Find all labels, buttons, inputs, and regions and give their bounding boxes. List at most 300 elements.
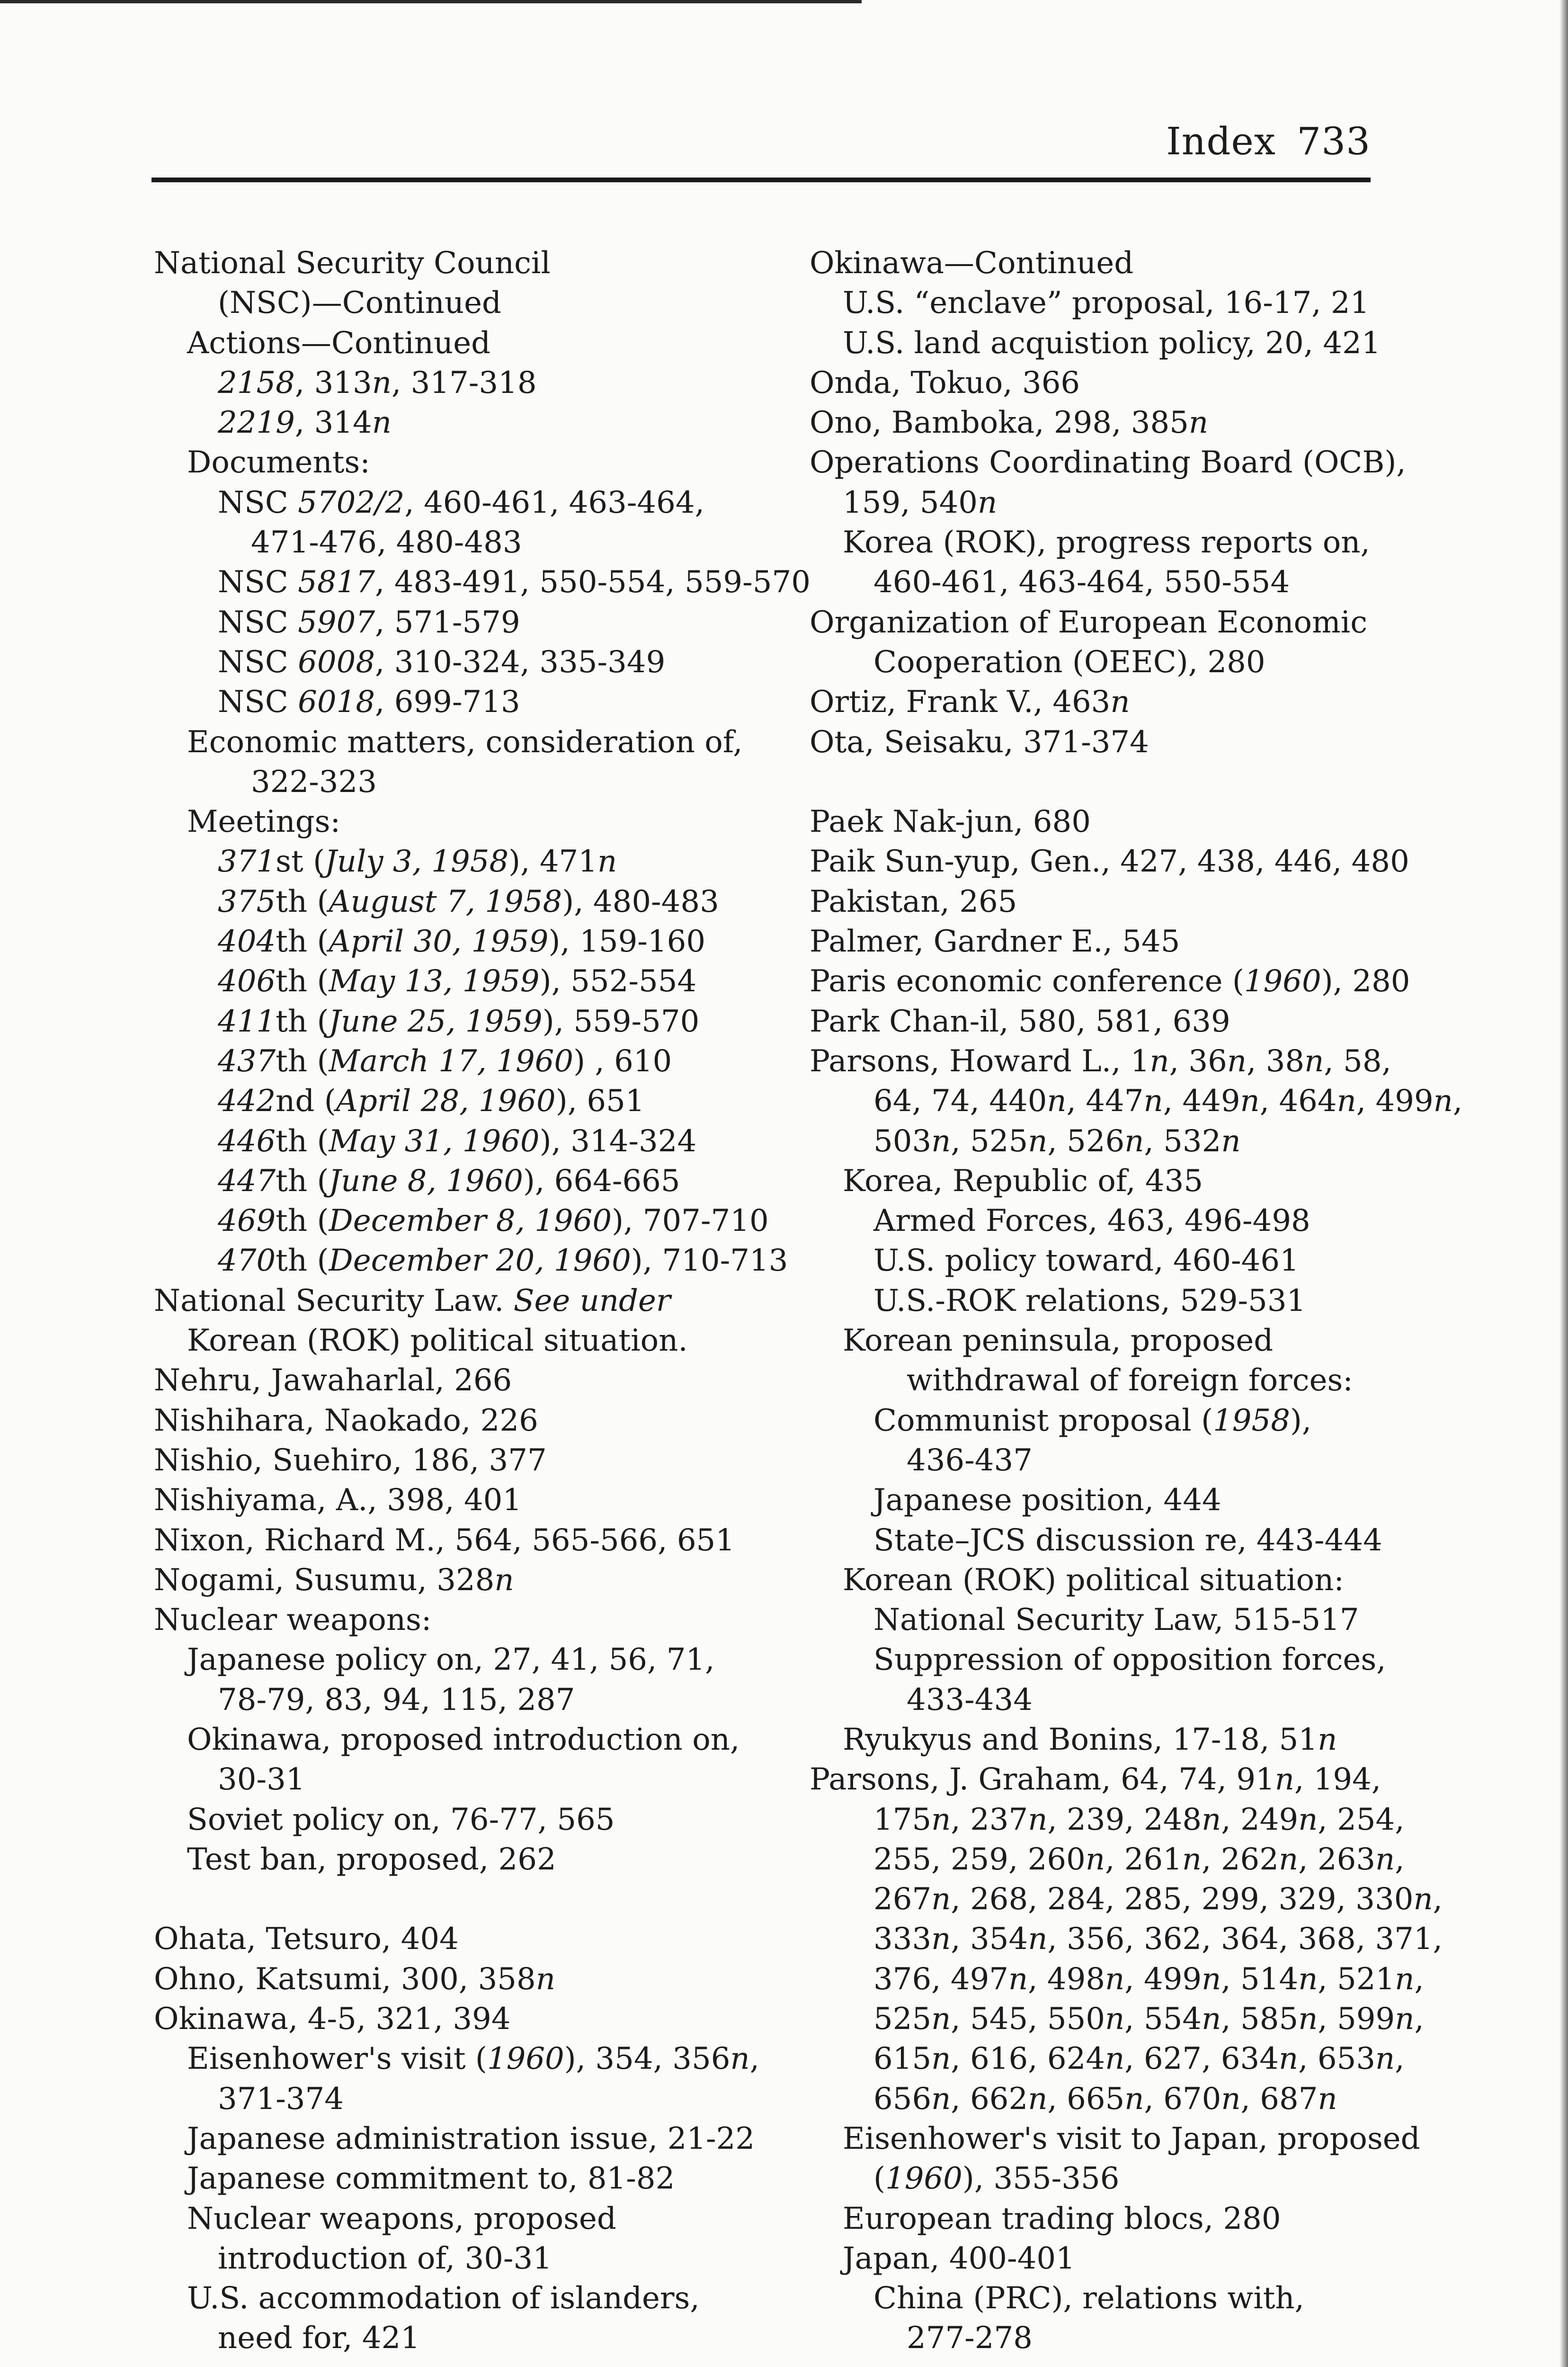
entry-text: 277-278 [907,2321,1033,2356]
entry-text: , 194, [1294,1762,1381,1797]
italic-text: n [1221,1123,1241,1159]
italic-text: n [1278,2041,1299,2077]
index-entry [810,403,1420,443]
index-subentry [154,2079,779,2119]
entry-text: , 356, 362, 364, 368, 371, [1047,1922,1443,1957]
entry-text: Ohata, Tetsuro, 404 [154,1922,459,1957]
entry-text: , 653 [1298,2041,1376,2077]
entry-text: Nuclear weapons: [154,1602,432,1638]
index-entry [810,882,1420,922]
index-subentry [154,2119,779,2159]
index-subentry [810,1680,1420,1720]
index-subentry [810,1081,1463,1121]
entry-text: , 310-324, 335-349 [375,644,666,680]
entry-text: ), 651 [555,1084,645,1119]
italic-text: 446 [218,1123,276,1159]
index-subentry [154,403,779,443]
entry-text: Ota, Seisaku, 371-374 [810,724,1149,760]
entry-text: , 460-461, 463-464, [404,485,704,520]
entry-text: National Security Law. [154,1283,514,1318]
index-subentry [810,1959,1424,1999]
entry-text: Organization of European Economic [810,605,1368,640]
italic-text: 375 [218,884,276,919]
index-entry [810,1041,1420,1081]
italic-text: 1960 [1244,964,1321,999]
index-subentry [810,483,1420,523]
index-entry [810,243,1420,283]
index-entry [810,682,1420,722]
entry-text: th ( [276,1043,329,1079]
entry-text: , 261 [1105,1842,1182,1877]
italic-text: n [931,2002,951,2037]
index-subentry [154,722,779,762]
entry-text: Actions—Continued [187,325,491,361]
entry-text: Paik Sun-yup, Gen., 427, 438, 446, 480 [810,844,1409,880]
index-subentry [810,2079,1420,2119]
index-subentry [810,1201,1420,1241]
entry-text: , 599 [1318,2002,1395,2037]
index-subentry [810,1999,1424,2039]
italic-text: n [1433,1084,1453,1119]
italic-text: n [1143,1084,1163,1119]
index-subentry [810,1480,1420,1520]
entry-text: Korean peninsula, proposed [843,1323,1274,1359]
italic-text: n [1375,2041,1395,2077]
entry-text: ), 280 [1321,964,1410,999]
index-entry [810,443,1420,482]
index-subentry [154,1720,779,1760]
italic-text: 1960 [487,2041,564,2077]
index-subentry [154,2278,779,2318]
italic-text: n [1028,2081,1048,2117]
italic-text: n [1182,1842,1202,1877]
italic-text: 1960 [885,2161,962,2197]
entry-text: ), 471 [508,844,597,880]
entry-text: , 532 [1144,1123,1221,1159]
entry-text: ), 664-665 [523,1163,680,1199]
index-entry [810,922,1420,961]
entry-text: Ono, Bamboka, 298, 385 [810,405,1189,441]
entry-text: 255, 259, 260 [873,1842,1086,1877]
italic-text: May 31, 1960 [329,1123,540,1159]
entry-text: , 268, 284, 285, 299, 329, 330 [951,1882,1414,1917]
italic-text: June 25, 1959 [329,1004,543,1039]
italic-text: n [1336,1084,1356,1119]
entry-text: 30-31 [218,1762,305,1797]
index-entry [154,1919,779,1959]
entry-text: Operations Coordinating Board (OCB), [810,445,1406,481]
index-entry [154,1600,779,1640]
entry-text: Nuclear weapons, proposed [187,2201,616,2236]
entry-text: , 571-579 [375,605,520,640]
italic-text: n [1028,1802,1048,1837]
entry-text: th ( [276,1203,329,1239]
index-subentry [154,443,779,482]
index-subentry [154,802,779,842]
italic-text: n [1274,1762,1294,1797]
italic-text: n [931,2041,951,2077]
entry-text: U.S. land acquistion policy, 20, 421 [843,325,1381,361]
index-subentry [810,1600,1420,1640]
italic-text: April 28, 1960 [336,1084,556,1119]
entry-text: ), 355-356 [962,2161,1120,2197]
entry-text: , 670 [1144,2081,1221,2117]
entry-text: Parsons, J. Graham, 64, 74, 91 [810,1762,1275,1797]
entry-text: U.S. “enclave” proposal, 16-17, 21 [843,285,1370,321]
italic-text: 5817 [298,565,375,600]
italic-text: 404 [218,924,276,960]
index-entry [810,842,1420,881]
italic-text: n [1028,1922,1048,1957]
italic-text: n [1227,1043,1247,1079]
index-entry [154,1441,779,1480]
italic-text: n [1105,1961,1125,1997]
entry-text: National Security Law, 515-517 [873,1602,1359,1638]
entry-text: ), 314-324 [539,1123,697,1159]
entry-text: Korea (ROK), progress reports on, [843,525,1370,561]
entry-text: , 514 [1221,1961,1299,1997]
index-entry [810,363,1420,403]
italic-text: July 3, 1958 [325,844,509,880]
entry-text: Nishio, Suehiro, 186, 377 [154,1442,547,1478]
entry-text: , 354 [951,1922,1028,1957]
entry-text: , 699-713 [375,685,520,720]
italic-text: n [931,1123,951,1159]
index-subentry [154,2199,779,2239]
index-subentry [154,483,779,523]
entry-text: China (PRC), relations with, [873,2281,1304,2316]
entry-text: , 483-491, 550-554, 559-570 [375,565,811,600]
entry-text: 159, 540 [843,485,978,520]
italic-text: 470 [218,1243,276,1279]
entry-text: 64, 74, 440 [873,1084,1047,1119]
index-subentry [810,1241,1420,1281]
entry-text: Japanese administration issue, 21-22 [187,2121,755,2156]
entry-text: State–JCS discussion re, 443-444 [873,1522,1382,1558]
entry-text: , 449 [1163,1084,1240,1119]
index-subentry [810,323,1420,363]
entry-text: , 313 [294,365,372,400]
italic-text: 5702/2 [298,485,405,520]
entry-text: , 665 [1047,2081,1125,2117]
entry-text: th ( [276,1163,329,1199]
index-subentry [154,1161,779,1201]
scan-right-edge [1559,0,1568,2367]
index-subentry [154,1201,779,1241]
index-subentry [810,1361,1420,1400]
italic-text: 447 [218,1163,276,1199]
index-subentry [154,1002,779,1041]
entry-text: ), 354, 356 [564,2041,731,2077]
entry-text: Communist proposal ( [873,1403,1213,1438]
entry-text: ) , 610 [573,1043,672,1079]
entry-text: need for, 421 [218,2321,420,2356]
italic-text: n [931,1922,951,1957]
entry-text: th ( [276,1243,329,1279]
index-subentry [154,363,779,403]
italic-text: n [1375,1842,1395,1877]
italic-text: n [1318,1722,1337,1757]
entry-text: Okinawa, proposed introduction on, [187,1722,740,1757]
italic-text: 442 [218,1084,276,1119]
entry-text: Okinawa—Continued [810,246,1134,281]
index-subentry [154,682,779,722]
italic-text: n [597,844,617,880]
italic-text: 1958 [1213,1403,1290,1438]
entry-text: 525 [873,2002,932,2037]
entry-text: 371-374 [218,2081,344,2117]
index-subentry [810,1800,1420,1840]
italic-text: 6008 [298,644,375,680]
entry-text: introduction of, 30-31 [218,2241,552,2276]
index-subentry [810,1121,1420,1161]
italic-text: See under [513,1283,671,1318]
index-subentry [154,882,779,922]
italic-text: March 17, 1960 [329,1043,574,1079]
entry-text: 333 [873,1922,932,1957]
entry-text: (NSC)—Continued [218,285,501,321]
entry-text: Test ban, proposed, 262 [187,1842,556,1877]
entry-text: Japanese commitment to, 81-82 [187,2161,675,2197]
italic-text: 5907 [298,605,375,640]
index-subentry [810,1879,1443,1919]
entry-text: ), [1290,1403,1312,1438]
section-gap [810,762,1420,802]
entry-text: Ortiz, Frank V., 463 [810,685,1111,720]
index-subentry [810,1521,1420,1560]
entry-text: Ryukyus and Bonins, 17-18, 51 [843,1722,1318,1757]
index-subentry [810,1720,1420,1760]
entry-text: withdrawal of foreign forces: [907,1363,1353,1398]
index-subentry [810,1401,1420,1441]
index-subentry [810,2239,1420,2278]
index-subentry [154,1840,779,1879]
entry-text: Japan, 400-401 [843,2241,1075,2276]
index-column-right [810,243,1463,2358]
scan-top-edge [0,0,862,3]
entry-text: Palmer, Gardner E., 545 [810,924,1180,960]
entry-text: , 526 [1047,1123,1125,1159]
entry-text: , 249 [1221,1802,1299,1837]
index-column-left [154,243,811,2358]
entry-text: , [1395,2041,1405,2077]
index-entry [154,1521,779,1560]
entry-text: nd ( [276,1084,336,1119]
italic-text: n [978,485,998,520]
entry-text: Meetings: [187,804,341,840]
index-entry [154,1959,779,1999]
entry-text: , 263 [1298,1842,1376,1877]
entry-text: NSC [218,685,298,720]
index-subentry [810,1281,1420,1321]
entry-text: NSC [218,605,298,640]
entry-text: , 38 [1247,1043,1305,1079]
italic-text: n [1124,1123,1144,1159]
index-entry [810,603,1420,642]
entry-text: ), 480-483 [562,884,719,919]
italic-text: 411 [218,1004,276,1039]
italic-text: June 8, 1960 [329,1163,523,1199]
entry-text: , 498 [1028,1961,1105,1997]
index-subentry [154,961,779,1001]
entry-text: , 687 [1240,2081,1318,2117]
italic-text: n [1304,1043,1324,1079]
page-number: 733 [1297,119,1371,163]
entry-text: , 58, [1324,1043,1391,1079]
index-entry [810,802,1420,842]
italic-text: n [535,1961,555,1997]
entry-text: National Security Council [154,246,551,281]
entry-text: Nishihara, Naokado, 226 [154,1403,538,1438]
index-subentry [810,2199,1420,2239]
italic-text: n [1105,2041,1125,2077]
italic-text: n [1028,1123,1048,1159]
italic-text: n [1008,1961,1028,1997]
italic-text: n [494,1562,514,1598]
italic-text: n [372,405,392,441]
index-entry [154,1560,779,1600]
index-subentry [154,1680,779,1720]
italic-text: n [1318,2081,1337,2117]
italic-text: 2158 [218,365,295,400]
entry-text: ( [873,2161,885,2197]
index-subentry [154,922,779,961]
index-subentry [154,1121,779,1161]
entry-text: 615 [873,2041,932,2077]
italic-text: n [1278,1842,1299,1877]
index-entry [154,1281,779,1321]
entry-text: Korean (ROK) political situation: [843,1562,1344,1598]
entry-text: NSC [218,565,298,600]
entry-text: NSC [218,485,298,520]
index-subentry [810,1640,1420,1680]
index-entry [810,1760,1420,1799]
index-entry [810,961,1420,1001]
italic-text: 371 [218,844,276,880]
entry-text: th ( [276,964,329,999]
entry-text: , 554 [1124,2002,1202,2037]
italic-text: n [1413,1882,1433,1917]
entry-text: U.S. policy toward, 460-461 [873,1243,1299,1279]
entry-text: ), 710-713 [631,1243,788,1279]
entry-text: th ( [276,1004,329,1039]
entry-text: Paris economic conference ( [810,964,1244,999]
entry-text: 376, 497 [873,1961,1008,1997]
italic-text: n [1124,2081,1144,2117]
index-subentry [810,1321,1420,1361]
italic-text: 469 [218,1203,276,1239]
entry-text: Parsons, Howard L., 1 [810,1043,1150,1079]
index-subentry [154,1760,779,1799]
index-subentry [154,642,779,682]
section-gap [154,1879,779,1919]
index-subentry [810,1919,1443,1959]
italic-text: December 8, 1960 [329,1203,612,1239]
entry-text: , 36 [1169,1043,1227,1079]
italic-text: n [1047,1084,1067,1119]
index-subentry [810,2039,1420,2079]
italic-text: n [1188,405,1209,441]
index-subentry [154,762,779,802]
entry-text: Korea, Republic of, 435 [843,1163,1203,1199]
entry-text: ), 159-160 [548,924,706,960]
index-subentry [154,2239,779,2278]
entry-text: , 237 [951,1802,1028,1837]
entry-text: Nogami, Susumu, 328 [154,1562,495,1598]
entry-text: Eisenhower's visit ( [187,2041,487,2077]
entry-text: 322-323 [251,764,377,800]
running-head-title: Index [1166,119,1276,163]
italic-text: n [1202,1961,1221,1997]
index-subentry [154,323,779,363]
italic-text: April 30, 1959 [329,924,549,960]
italic-text: n [1110,685,1130,720]
italic-text: August 7, 1958 [329,884,562,919]
entry-text: , 447 [1066,1084,1144,1119]
index-subentry [154,2318,779,2358]
entry-text: Onda, Tokuo, 366 [810,365,1080,400]
index-subentry [810,1840,1420,1879]
entry-text: ), 552-554 [539,964,697,999]
italic-text: n [1149,1043,1169,1079]
italic-text: n [931,2081,951,2117]
entry-text: , [749,2041,759,2077]
italic-text: n [1298,1961,1318,1997]
italic-text: n [1085,1842,1105,1877]
italic-text: n [372,365,392,400]
index-subentry [154,2039,779,2079]
entry-text: Pakistan, 265 [810,884,1017,919]
entry-text: Cooperation (OEEC), 280 [873,644,1265,680]
entry-text: , 662 [951,2081,1028,2117]
entry-text: Soviet policy on, 76-77, 565 [187,1802,615,1837]
italic-text: 437 [218,1043,276,1079]
index-entry [154,1401,779,1441]
entry-text: st ( [276,844,325,880]
index-subentry [154,1081,779,1121]
index-subentry [810,2278,1420,2318]
index-entry [810,1002,1420,1041]
entry-text: , 254, [1318,1802,1405,1837]
entry-text: 433-434 [907,1682,1033,1717]
entry-text: , 627, 634 [1124,2041,1279,2077]
entry-text: U.S. accommodation of islanders, [187,2281,700,2316]
entry-text: , 521 [1318,1961,1395,1997]
italic-text: December 20, 1960 [329,1243,631,1279]
entry-text: 175 [873,1802,932,1837]
index-subentry [810,642,1420,682]
entry-text: , 317-318 [391,365,537,400]
index-subentry [154,523,779,562]
entry-text: U.S.-ROK relations, 529-531 [873,1283,1306,1318]
entry-text: Nixon, Richard M., 564, 565-566, 651 [154,1522,735,1558]
entry-text: NSC [218,644,298,680]
index-subentry [810,1441,1420,1480]
entry-text: th ( [276,924,329,960]
index-subentry [810,523,1420,562]
italic-text: n [1202,1802,1221,1837]
italic-text: 406 [218,964,276,999]
entry-text: Korean (ROK) political situation. [187,1323,688,1359]
entry-text: Okinawa, 4-5, 321, 394 [154,2002,511,2037]
italic-text: n [931,1802,951,1837]
index-subentry [810,2318,1420,2358]
index-subentry [154,603,779,642]
index-subentry [810,562,1420,602]
entry-text: , 464 [1259,1084,1337,1119]
italic-text: May 13, 1959 [329,964,540,999]
index-entry [154,1361,779,1400]
